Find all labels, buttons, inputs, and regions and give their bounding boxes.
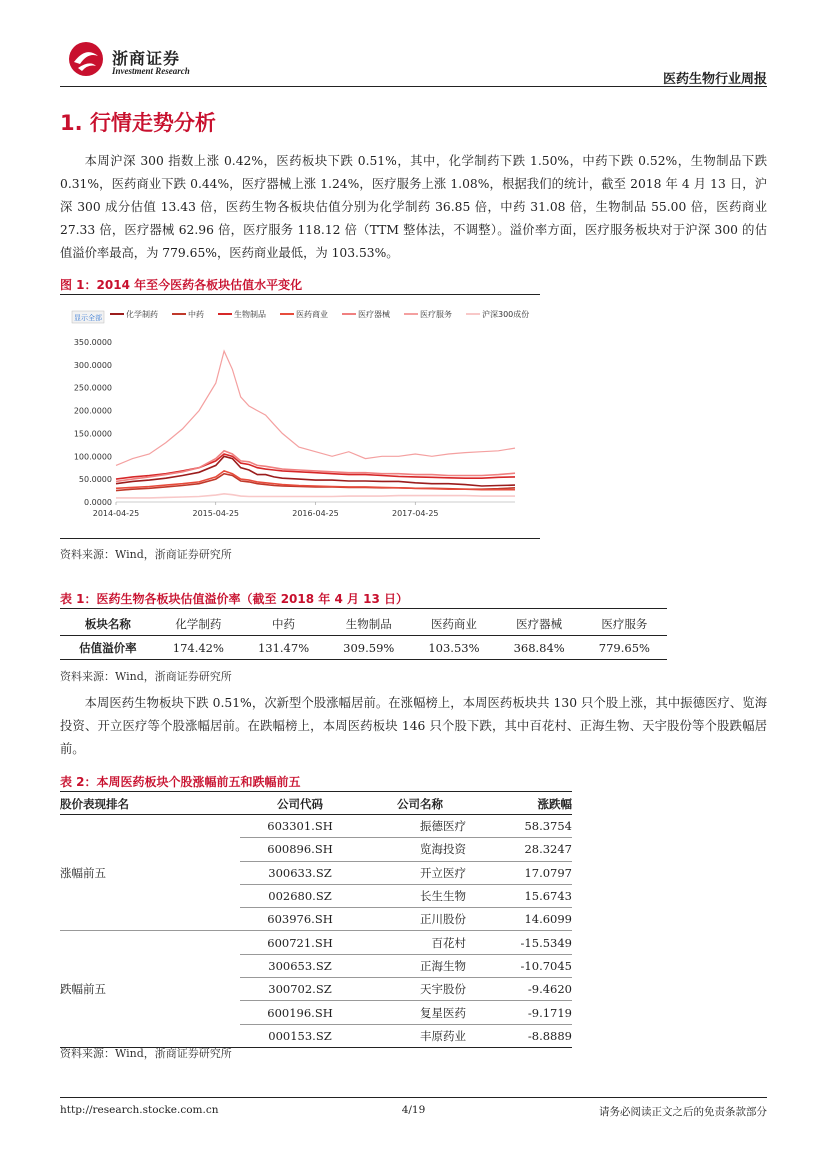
stock-code: 000153.SZ — [240, 1024, 360, 1047]
group-label: 涨幅前五 — [60, 815, 240, 931]
y-tick-label: 250.0000 — [73, 383, 112, 393]
stock-name: 百花村 — [360, 931, 480, 954]
chart-axes — [74, 338, 515, 518]
y-tick-label: 100.0000 — [73, 452, 112, 462]
stock-change: -15.5349 — [480, 931, 572, 954]
brand-tagline: Investment Research — [112, 66, 190, 76]
legend-label: 医疗服务 — [420, 310, 452, 319]
paragraph-market-summary: 本周沪深 300 指数上涨 0.42%，医药板块下跌 0.51%，其中，化学制药下跌 1.50%，中药下跌 0.52%，生物制品下跌 0.31%，医药商业下跌 0.44%，医疗器械上涨 1.24%，医疗服务上涨 1.08%，根据我们的统计，截至 2018 年 4 月 13 日，沪深 300 成分估值 13.43 倍，医药生物各板块估值分别为化学制药 36.85 倍，中药 31.08 倍，生物制品 55.00 倍，医药商业 27.33 倍，医疗器械 62.96 倍，医疗服务 118.12 倍（TTM 整体法，不调整）。溢价率方面，医疗服务板块对于沪深 300 的估值溢价率最高，为 779.65%，医药商业最低，为 103.53%。 — [60, 154, 767, 260]
header-divider — [60, 86, 767, 87]
paragraph-top-movers: 本周医药生物板块下跌 0.51%，次新型个股涨幅居前。在涨幅榜上，本周医药板块共 130 只个股上涨，其中振德医疗、览海投资、开立医疗等个股涨幅居前。在跌幅榜上，本周医药板块 146 只个股下跌，其中百花村、正海生物、天宇股份等个股跌幅居前。 — [60, 696, 767, 756]
report-type: 医药生物行业周报 — [662, 72, 767, 87]
table1-cell: 103.53% — [411, 636, 496, 660]
group-label: 跌幅前五 — [60, 931, 240, 1047]
series-line-沪深300成份 — [116, 494, 515, 498]
stock-name: 丰原药业 — [360, 1024, 480, 1047]
table1-col: 医疗器械 — [497, 612, 582, 636]
stock-code: 600196.SH — [240, 1001, 360, 1024]
table1-cell: 309.59% — [326, 636, 411, 660]
table1-col: 中药 — [241, 612, 326, 636]
valuation-line-chart — [60, 298, 540, 530]
stock-change: -8.8889 — [480, 1024, 572, 1047]
table1-cell: 174.42% — [156, 636, 241, 660]
legend-label: 医疗器械 — [358, 310, 390, 319]
table1-top-rule — [60, 608, 667, 609]
stock-name: 览海投资 — [360, 838, 480, 861]
stock-name: 正川股份 — [360, 908, 480, 931]
valuation-premium-table — [60, 612, 667, 660]
stock-change: -9.1719 — [480, 1001, 572, 1024]
page-number: 4/19 — [401, 1104, 426, 1116]
stock-code: 603301.SH — [240, 815, 360, 838]
y-tick-label: 350.0000 — [73, 338, 112, 347]
top-movers-table — [60, 794, 572, 1048]
stock-change: 17.0797 — [480, 861, 572, 884]
logo-icon — [66, 40, 106, 78]
stock-code: 600896.SH — [240, 838, 360, 861]
y-tick-label: 0.0000 — [84, 498, 112, 507]
table2-header: 公司代码 — [240, 794, 360, 815]
stock-change: -9.4620 — [480, 978, 572, 1001]
figure-bottom-rule — [60, 538, 540, 539]
footer-divider — [60, 1097, 767, 1098]
stock-change: 28.3247 — [480, 838, 572, 861]
x-tick-label: 2014-04-25 — [92, 509, 140, 518]
table1-source: 资料来源：Wind，浙商证券研究所 — [60, 670, 232, 683]
stock-code: 002680.SZ — [240, 884, 360, 907]
stock-change: -10.7045 — [480, 954, 572, 977]
table2-caption: 表 2：本周医药板块个股涨幅前五和跌幅前五 — [60, 775, 301, 789]
y-tick-label: 200.0000 — [73, 406, 112, 416]
stock-code: 300633.SZ — [240, 861, 360, 884]
table1-cell: 131.47% — [241, 636, 326, 660]
brand-name: 浙商证券 — [112, 49, 181, 68]
table2-header: 涨跌幅 — [480, 794, 572, 815]
stock-name: 振德医疗 — [360, 815, 480, 838]
table1-row-header: 估值溢价率 — [60, 636, 156, 660]
table1-cell: 368.84% — [497, 636, 582, 660]
y-tick-label: 150.0000 — [73, 429, 112, 439]
table1-col: 生物制品 — [326, 612, 411, 636]
legend-label: 沪深300成份 — [482, 310, 530, 319]
legend-label: 生物制品 — [234, 310, 266, 319]
table2-top-rule — [60, 791, 572, 792]
table2-source: 资料来源：Wind，浙商证券研究所 — [60, 1047, 232, 1060]
table1-cell: 779.65% — [582, 636, 667, 660]
stock-change: 15.6743 — [480, 884, 572, 907]
y-tick-label: 300.0000 — [73, 360, 112, 370]
legend-label: 医药商业 — [296, 310, 328, 319]
stock-name: 长生生物 — [360, 884, 480, 907]
table1-caption: 表 1：医药生物各板块估值溢价率（截至 2018 年 4 月 13 日） — [60, 592, 409, 606]
legend-label: 化学制药 — [126, 310, 158, 319]
y-tick-label: 50.0000 — [78, 475, 112, 485]
x-tick-label: 2016-04-25 — [292, 509, 339, 518]
figure-caption: 图 1：2014 年至今医药各板块估值水平变化 — [60, 278, 303, 292]
stock-code: 300702.SZ — [240, 978, 360, 1001]
table1-row-header: 板块名称 — [60, 612, 156, 636]
stock-code: 603976.SH — [240, 908, 360, 931]
table1-col: 化学制药 — [156, 612, 241, 636]
stock-change: 58.3754 — [480, 815, 572, 838]
legend-toggle-label: 显示全部 — [74, 314, 102, 322]
table1-col: 医疗服务 — [582, 612, 667, 636]
stock-name: 天宇股份 — [360, 978, 480, 1001]
stock-name: 正海生物 — [360, 954, 480, 977]
stock-code: 300653.SZ — [240, 954, 360, 977]
table2-header: 公司名称 — [360, 794, 480, 815]
legend-label: 中药 — [188, 310, 204, 319]
table1-col: 医药商业 — [411, 612, 496, 636]
stock-name: 开立医疗 — [360, 861, 480, 884]
stock-change: 14.6099 — [480, 908, 572, 931]
x-tick-label: 2015-04-25 — [192, 509, 239, 518]
table2-header: 股价表现排名 — [60, 794, 240, 815]
footer-disclaimer: 请务必阅读正文之后的免责条款部分 — [599, 1106, 767, 1118]
stock-code: 600721.SH — [240, 931, 360, 954]
chart-series — [116, 351, 515, 498]
figure-top-rule — [60, 294, 540, 295]
chart-legend — [72, 309, 529, 323]
section-title: 1. 行情走势分析 — [60, 111, 216, 135]
figure-source: 资料来源：Wind，浙商证券研究所 — [60, 548, 232, 561]
x-tick-label: 2017-04-25 — [392, 509, 439, 518]
stock-name: 复星医药 — [360, 1001, 480, 1024]
series-line-医疗服务 — [116, 351, 515, 465]
footer-url[interactable]: http://research.stocke.com.cn — [60, 1104, 219, 1116]
